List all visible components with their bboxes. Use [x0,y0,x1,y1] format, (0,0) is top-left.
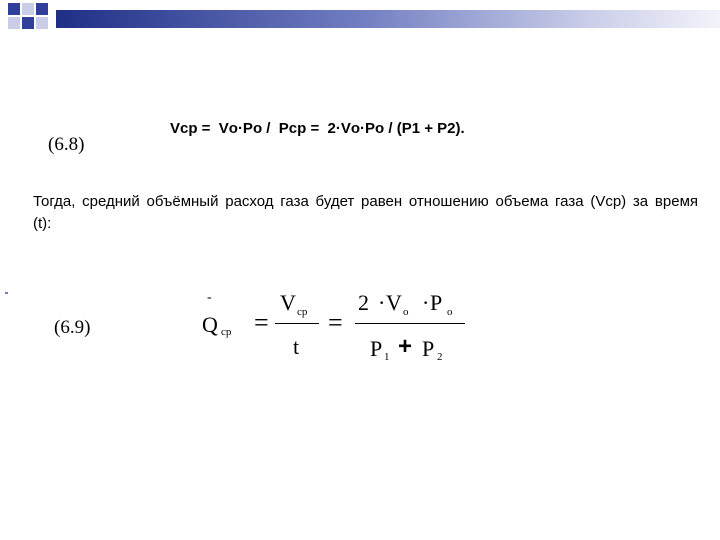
equation-number-6-9: (6.9) [54,317,91,338]
fraction1-numerator: V [280,290,296,315]
multiply-dot: · [378,290,386,315]
header-gradient-bar [56,10,720,28]
mean-bar: - [207,290,212,305]
fraction1-denominator: t [293,334,300,359]
decor-square [8,3,20,15]
fraction2-denominator-p1: P [370,336,383,361]
decor-square [8,17,20,29]
fraction2-bar [355,323,465,324]
fraction2-numerator-v-subscript: о [403,306,409,318]
formula-6-8: Vср = Vо·Pо / Рср = 2·Vо·Pо / (Р1 + Р2). [170,120,465,137]
decor-square [22,17,34,29]
plus-sign: + [398,333,413,360]
fraction2-numerator-p-subscript: о [447,306,453,318]
lhs-q: Q [202,312,218,337]
decor-square [36,3,48,15]
multiply-dot: · [422,290,430,315]
fraction2-coefficient: 2 [358,290,369,315]
lhs-q-subscript: ср [221,326,232,338]
equation-number-6-8: (6.8) [48,134,85,155]
decor-square [22,3,34,15]
header-decoration [0,0,720,34]
body-paragraph: Тогда, средний объёмный расход газа будет равен отношению объема газа (Vср) за время (t): [33,193,698,232]
fraction2-numerator-p: P [430,290,443,315]
fraction1-numerator-subscript: ср [297,306,308,318]
fraction2-denominator-p2-subscript: 2 [437,351,443,363]
equals-sign: = [254,308,269,337]
fraction1-bar [275,323,319,324]
equals-sign: = [328,308,343,337]
fraction2-denominator-p1-subscript: 1 [384,351,390,363]
decor-dot [5,292,8,294]
decor-square [36,17,48,29]
fraction2-denominator-p2: P [422,336,435,361]
fraction2-numerator-v: V [386,290,402,315]
